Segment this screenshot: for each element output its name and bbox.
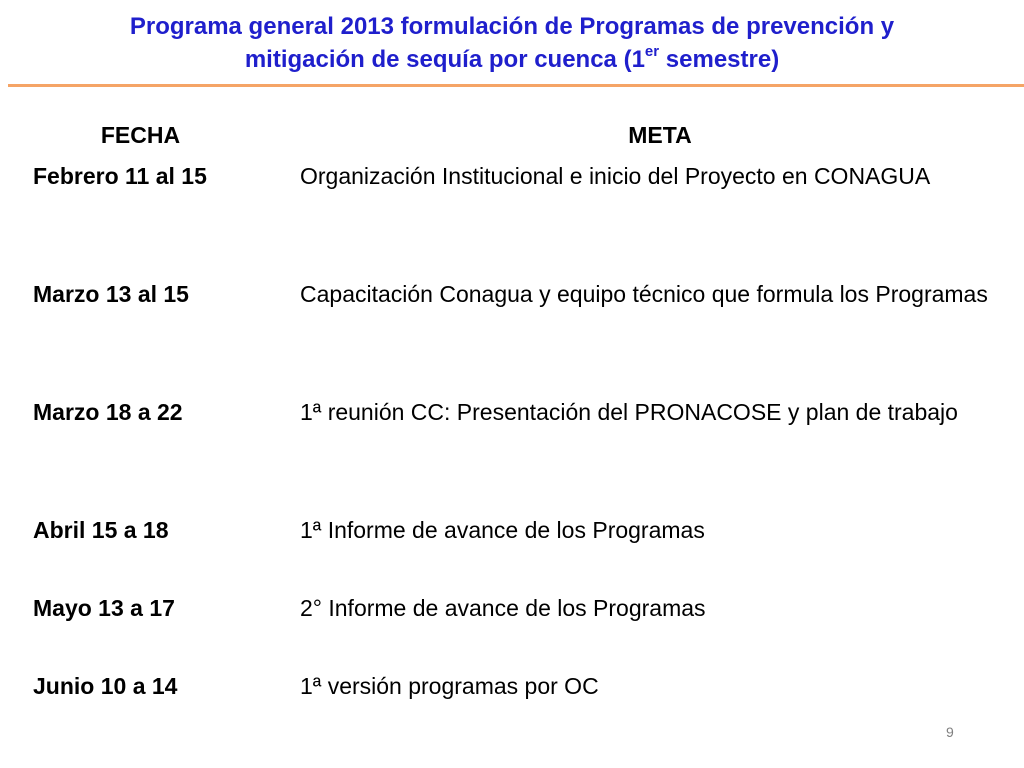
row-date: Marzo 13 al 15 (33, 281, 189, 307)
row-goal: 1ª versión programas por OC (300, 673, 599, 699)
row-goal: Organización Institucional e inicio del Proyecto en CONAGUA (300, 163, 931, 189)
slide-title-line-2-end: semestre) (659, 46, 780, 73)
row-date: Marzo 18 a 22 (33, 399, 183, 425)
slide-title-line-2 (40, 43, 984, 76)
row-goal: 1ª Informe de avance de los Programas (300, 517, 705, 543)
title-divider (8, 84, 1024, 87)
slide-title-line-2-start: mitigación de sequía por cuenca (1 (244, 46, 645, 73)
column-header-fecha: FECHA (100, 122, 181, 148)
slide-title-superscript: er (644, 43, 660, 60)
row-goal: 1ª reunión CC: Presentación del PRONACOSE y plan de trabajo (300, 399, 958, 425)
row-date: Mayo 13 a 17 (33, 595, 175, 621)
slide-title (40, 10, 984, 76)
column-header-meta: META (628, 122, 692, 148)
row-goal: 2° Informe de avance de los Programas (300, 595, 706, 621)
row-date: Junio 10 a 14 (33, 673, 178, 699)
slide-title-line-1: Programa general 2013 formulación de Programas de prevención y (129, 13, 895, 40)
row-date: Abril 15 a 18 (33, 517, 169, 543)
page-number: 9 (946, 724, 954, 740)
row-date: Febrero 11 al 15 (33, 163, 207, 189)
row-goal: Capacitación Conagua y equipo técnico que formula los Programas (300, 281, 988, 307)
